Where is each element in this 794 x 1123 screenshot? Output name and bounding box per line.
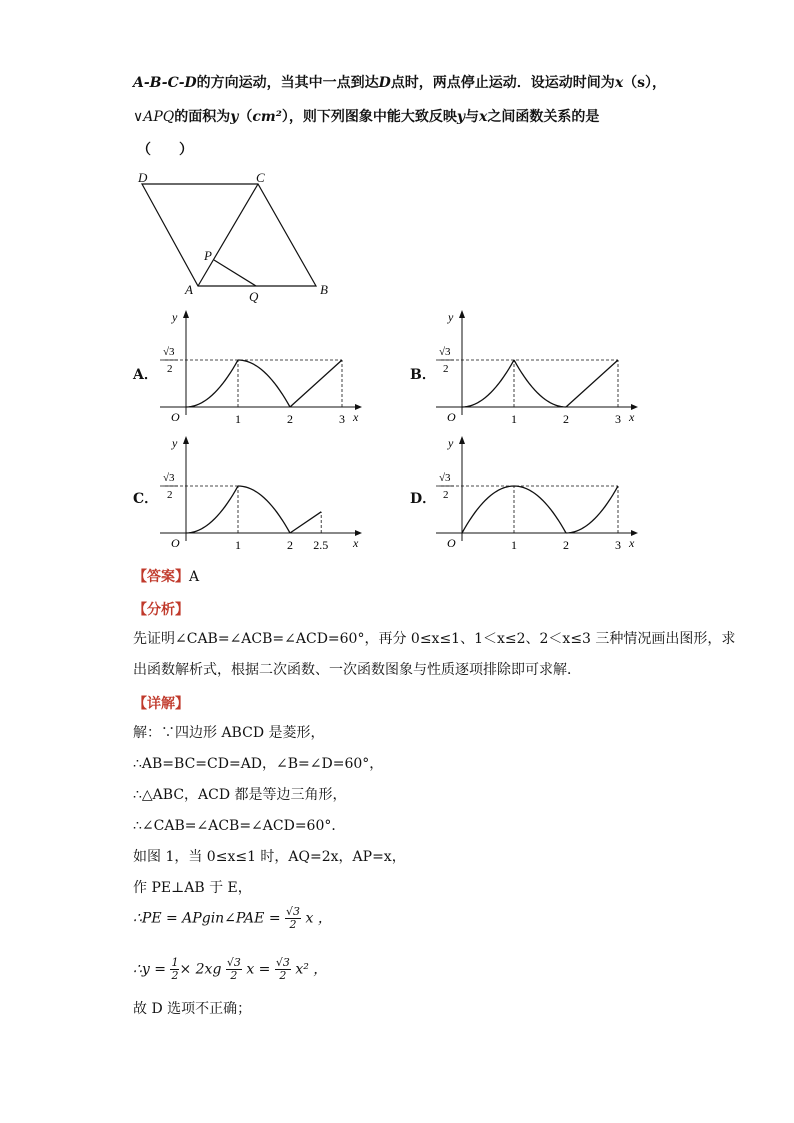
fraction-sqrt3-over-2 bbox=[285, 906, 301, 931]
denominator: 2 bbox=[279, 969, 287, 982]
numerator: √3 bbox=[286, 905, 301, 918]
tick-label-3: 2.5 bbox=[313, 538, 329, 550]
y-axis-arrow bbox=[459, 436, 465, 444]
answer-line bbox=[133, 568, 199, 586]
question-text-2: 点时，两点停止运动．设运动时间为 bbox=[390, 75, 615, 91]
graph-c bbox=[150, 432, 370, 550]
origin-label: O bbox=[447, 536, 456, 550]
unit-s: （s）， bbox=[623, 75, 667, 91]
q2-unit-open: （ bbox=[238, 109, 253, 125]
question-text: 的方向运动，当其中一点到达 bbox=[196, 75, 379, 91]
curve-segment-2 bbox=[238, 360, 290, 407]
sin-expr: in∠PAE = bbox=[210, 910, 281, 927]
detail-line-4: ∴∠CAB=∠ACB=∠ACD=60°． bbox=[133, 818, 346, 834]
y-axis-arrow bbox=[183, 310, 189, 318]
curve-segment-2 bbox=[514, 360, 566, 407]
var-x-2: x bbox=[479, 109, 488, 125]
answer-blank: （ ） bbox=[137, 142, 193, 158]
q2-text-3: 与 bbox=[465, 109, 480, 125]
y-axis-label: y bbox=[172, 436, 178, 450]
two-label: 2 bbox=[443, 363, 449, 375]
tick-label-2: 2 bbox=[563, 538, 569, 550]
x-squared: x² ， bbox=[295, 961, 328, 978]
line-segment-3 bbox=[566, 360, 618, 407]
q2-unit: cm² bbox=[252, 109, 282, 125]
sqrt3-label: √3 bbox=[163, 472, 175, 484]
x-axis-label: x bbox=[629, 410, 635, 424]
two-label: 2 bbox=[167, 363, 173, 375]
label-p: P bbox=[204, 248, 212, 263]
y-axis-label: y bbox=[448, 310, 454, 324]
curve-segment-1 bbox=[462, 360, 514, 407]
numerator: 1 bbox=[171, 956, 179, 969]
triangle-apq: ∨APQ bbox=[133, 109, 175, 125]
segment-pq bbox=[214, 260, 256, 286]
fraction-sqrt3-over-2-b bbox=[226, 957, 242, 982]
answer-value: A bbox=[189, 569, 200, 585]
g-char-2: g bbox=[212, 961, 222, 978]
question-line-2 bbox=[133, 108, 599, 126]
answer-label: 【答案】 bbox=[133, 569, 189, 585]
option-b-letter: B． bbox=[410, 367, 436, 383]
line-segment-3 bbox=[290, 512, 321, 533]
detail-line-5: 如图 1，当 0≤x≤1 时，AQ=2x，AP=x， bbox=[133, 849, 406, 865]
y-axis-arrow bbox=[459, 310, 465, 318]
diagonal-ac bbox=[198, 184, 258, 286]
curve-segment-1 bbox=[186, 360, 238, 407]
detail-line-7 bbox=[133, 906, 332, 931]
y-axis-label: y bbox=[172, 310, 178, 324]
tick-label-1: 1 bbox=[511, 412, 517, 424]
sqrt3-label: √3 bbox=[163, 346, 175, 358]
origin-label: O bbox=[447, 410, 456, 424]
y-axis-label: y bbox=[448, 436, 454, 450]
analysis-line-2: 出函数解析式，根据二次函数、一次函数图象与性质逐项排除即可求解． bbox=[133, 662, 581, 678]
curve-segment-1 bbox=[186, 486, 238, 533]
label-b: B bbox=[320, 282, 328, 297]
line-segment-3 bbox=[290, 360, 342, 407]
option-a-letter: A． bbox=[133, 367, 158, 383]
rhombus-outline bbox=[142, 184, 316, 286]
y-expr: ∴y = bbox=[133, 961, 166, 978]
detail-label: 【详解】 bbox=[133, 696, 189, 712]
two-label: 2 bbox=[443, 489, 449, 501]
numerator: √3 bbox=[226, 956, 241, 969]
y-axis-arrow bbox=[183, 436, 189, 444]
tick-label-2: 2 bbox=[287, 538, 293, 550]
denominator: 2 bbox=[230, 969, 238, 982]
x-axis-label: x bbox=[353, 410, 359, 424]
tick-label-1: 1 bbox=[511, 538, 517, 550]
x-axis-label: x bbox=[629, 536, 635, 550]
rhombus-figure bbox=[130, 166, 340, 306]
x-equals: x = bbox=[246, 961, 271, 978]
tick-label-3: 3 bbox=[615, 412, 621, 424]
graph-b bbox=[426, 306, 646, 424]
q2-text-4: 之间函数关系的是 bbox=[487, 109, 600, 125]
label-q: Q bbox=[249, 289, 259, 304]
label-d: D bbox=[138, 170, 148, 185]
graph-a bbox=[150, 306, 370, 424]
question-line-1 bbox=[133, 74, 666, 92]
tick-label-3: 3 bbox=[615, 538, 621, 550]
q2-text: 的面积为 bbox=[174, 109, 231, 125]
curve-segment-2 bbox=[238, 486, 290, 533]
graph-d bbox=[426, 432, 646, 550]
var-y: y bbox=[230, 109, 239, 125]
x-axis-label: x bbox=[353, 536, 359, 550]
curve-segment-2 bbox=[566, 486, 618, 533]
tick-label-3: 3 bbox=[339, 412, 345, 424]
option-d-letter: D． bbox=[410, 491, 437, 507]
label-a: A bbox=[185, 282, 193, 297]
numerator: √3 bbox=[275, 956, 290, 969]
q2-text-2: ，则下列图象中能大致反映 bbox=[288, 109, 457, 125]
detail-line-8 bbox=[133, 957, 327, 982]
times-2x: × 2x bbox=[179, 961, 213, 978]
label-c: C bbox=[256, 170, 265, 185]
detail-line-6: 作 PE⊥AB 于 E， bbox=[133, 880, 252, 896]
pe-expr: ∴PE = AP bbox=[133, 910, 202, 927]
analysis-label: 【分析】 bbox=[133, 602, 189, 618]
detail-line-1: 解：∵四边形 ABCD 是菱形， bbox=[133, 725, 325, 741]
detail-line-9: 故 D 选项不正确； bbox=[133, 1001, 252, 1017]
var-x: x bbox=[614, 75, 624, 91]
sqrt3-label: √3 bbox=[439, 472, 451, 484]
sqrt3-label: √3 bbox=[439, 346, 451, 358]
fraction-sqrt3-over-2-c bbox=[275, 957, 291, 982]
g-char: g bbox=[201, 910, 211, 927]
tick-label-1: 1 bbox=[235, 412, 241, 424]
point-d: D bbox=[378, 75, 391, 91]
detail-line-3: ∴△ABC，ACD 都是等边三角形， bbox=[133, 787, 347, 803]
denominator: 2 bbox=[289, 918, 297, 931]
tick-label-2: 2 bbox=[287, 412, 293, 424]
q2-unit-close: ） bbox=[281, 109, 289, 125]
two-label: 2 bbox=[167, 489, 173, 501]
origin-label: O bbox=[171, 536, 180, 550]
detail-line-2: ∴AB=BC=CD=AD，∠B=∠D=60°， bbox=[133, 756, 384, 772]
var-y-2: y bbox=[456, 109, 466, 125]
option-c-letter: C． bbox=[133, 491, 159, 507]
origin-label: O bbox=[171, 410, 180, 424]
x-suffix: x ， bbox=[305, 910, 332, 927]
denominator: 2 bbox=[171, 969, 179, 982]
tick-label-1: 1 bbox=[235, 538, 241, 550]
analysis-line-1: 先证明∠CAB=∠ACB=∠ACD=60°，再分 0≤x≤1、1＜x≤2、2＜x≤3 三种情况画出图形，求 bbox=[133, 631, 736, 647]
tick-label-2: 2 bbox=[563, 412, 569, 424]
path-label: A-B-C-D bbox=[133, 75, 197, 91]
